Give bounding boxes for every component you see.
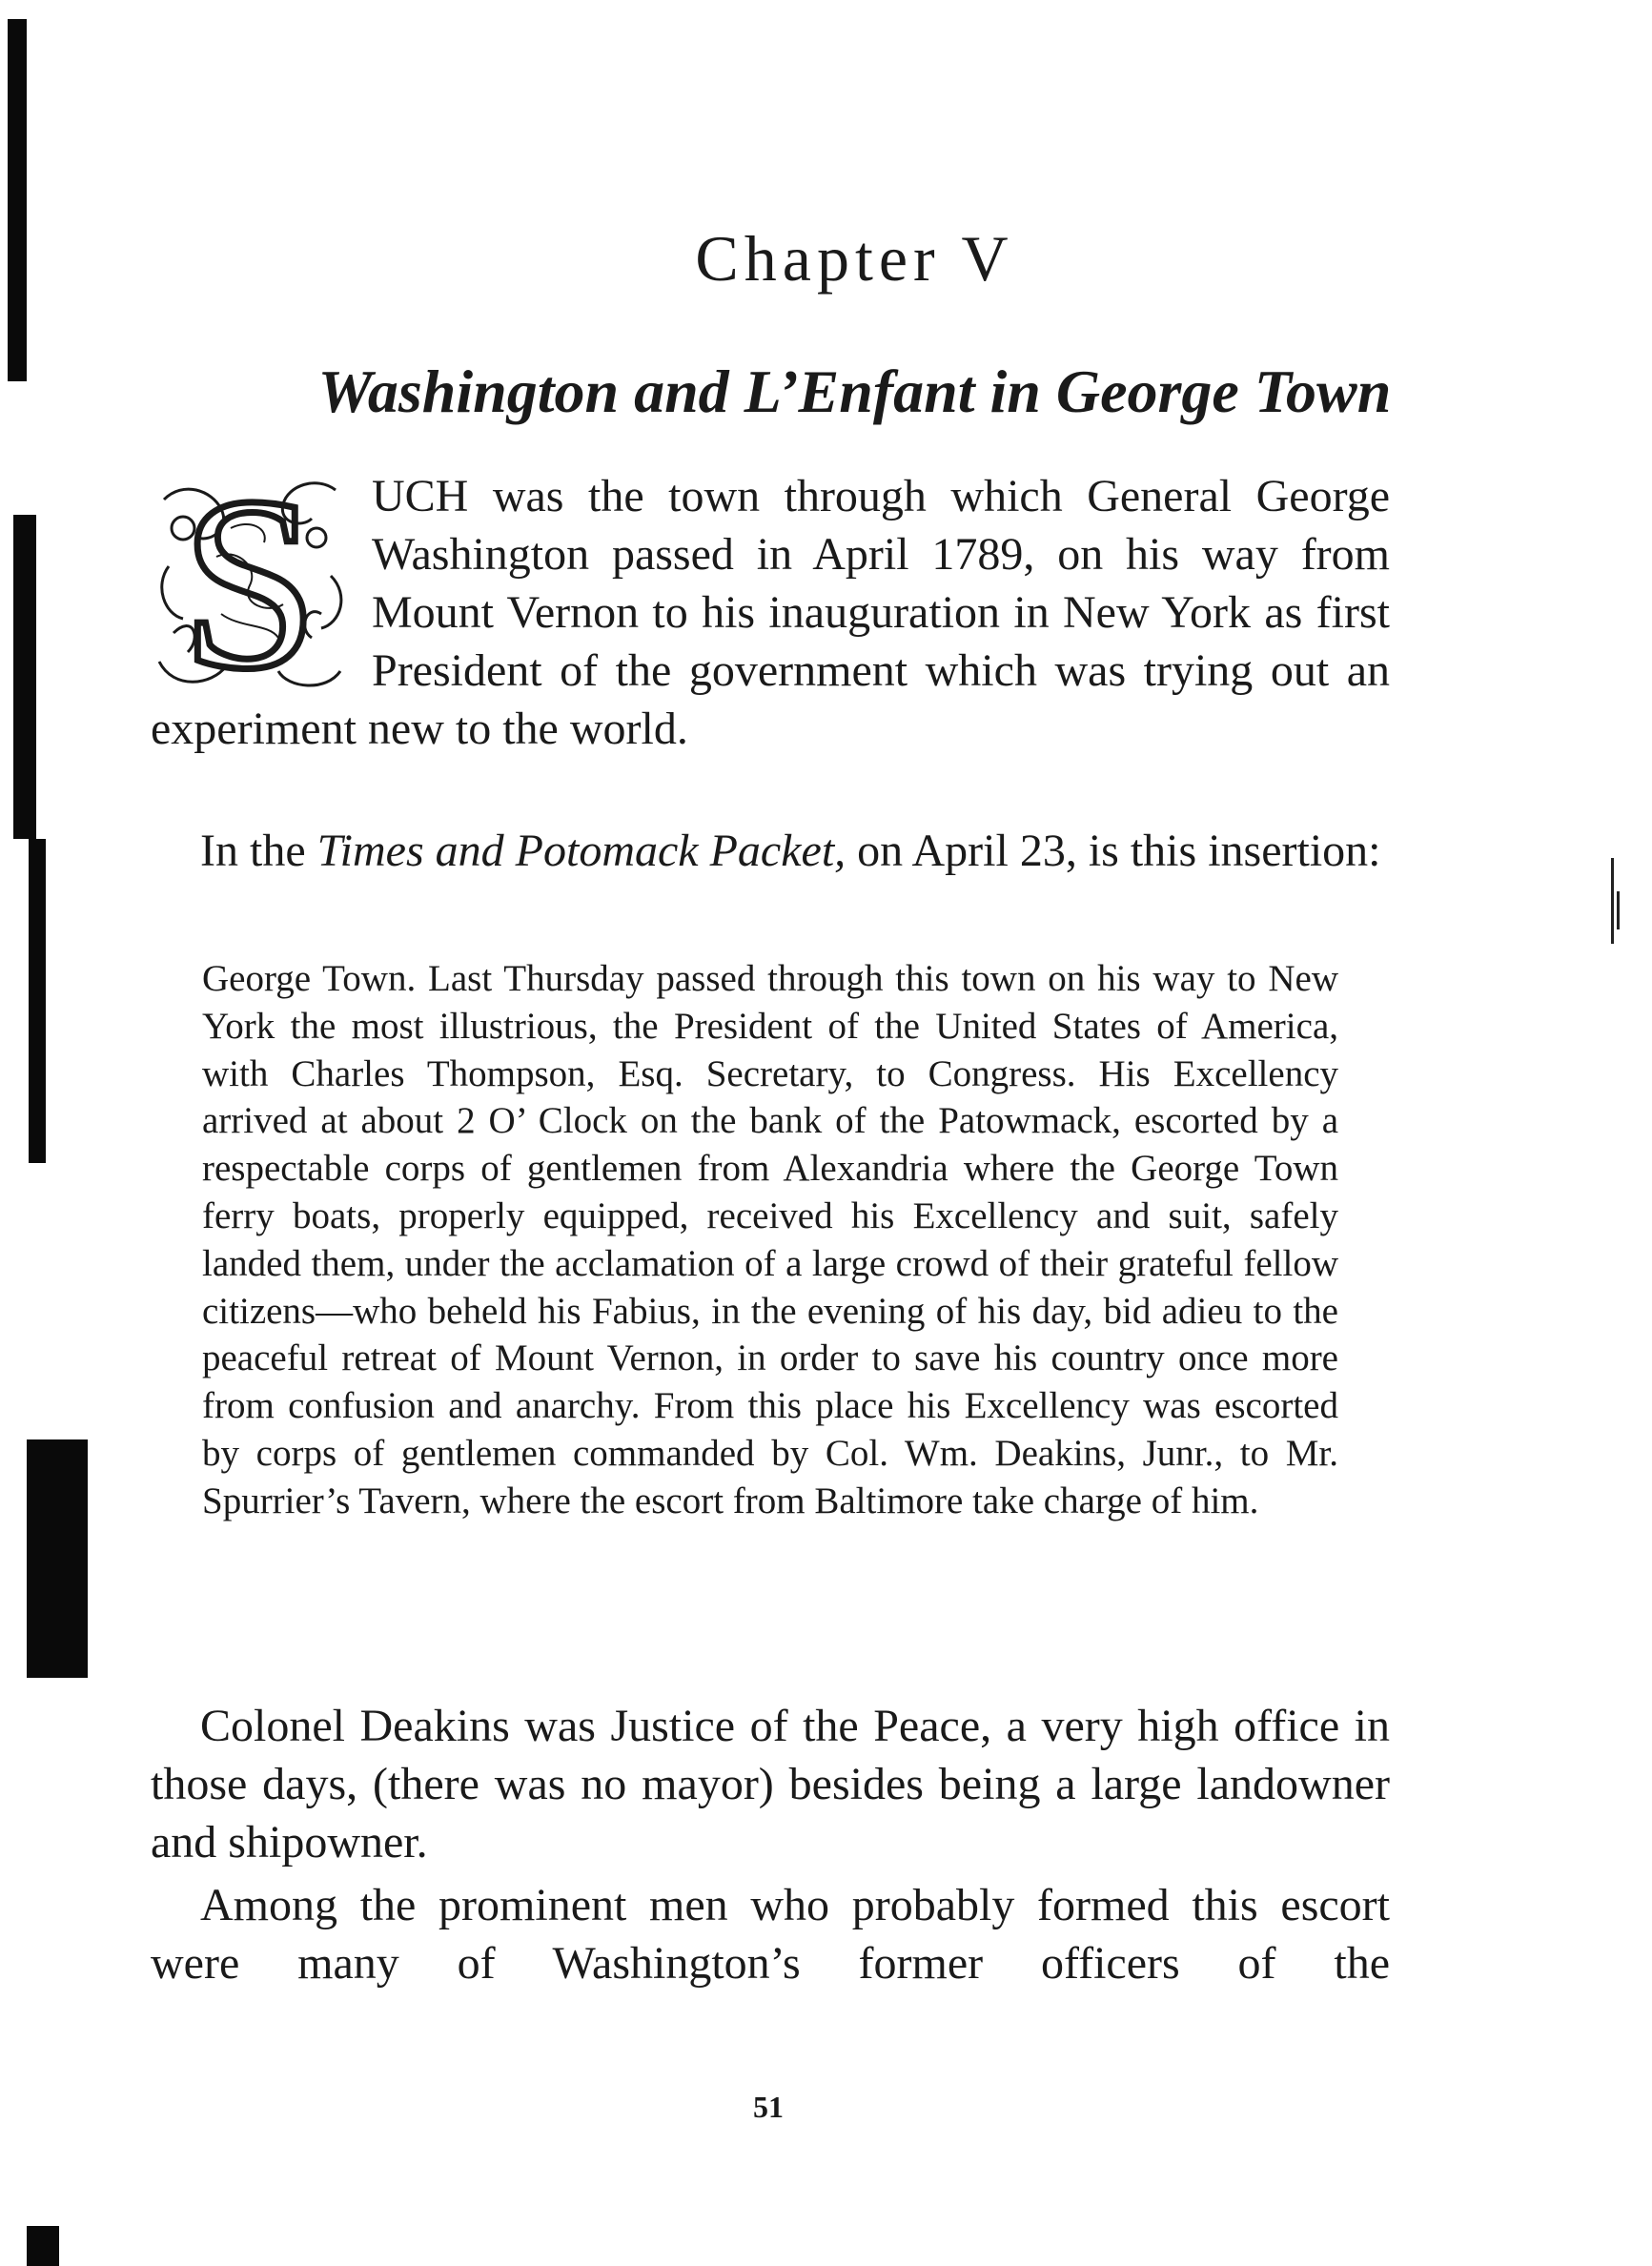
ornamental-dropcap-s-icon — [145, 471, 355, 695]
scan-edge-artifact — [27, 1439, 88, 1678]
deakins-paragraph: Colonel Deakins was Justice of the Peace, a very high office in those days, (there was no mayor) besides being a large landowner and shipowner. — [151, 1701, 1390, 1868]
newspaper-quotation: George Town. Last Thursday passed through this town on his way to New York the most illustrious, the President of the United States of America, with Charles Thompson, Esq. Secretary, to Congress. His Excellency arrived at about 2 O’ Clock on the bank of the Patowmack, escorted by a respectable corps of gentlemen from Alexandria where the George Town ferry boats, properly equipped, received his Excellency and suit, safely landed them, under the acclamation of a large crowd of their grateful fellow citizens—who beheld his Fabius, in the evening of his day, bid adieu to the peaceful retreat of Mount Vernon, in order to save his country once more from confusion and anarchy. From this place his Excellency was escorted by corps of gentlemen commanded by Col. Wm. Deakins, Junr., to Mr. Spurrier’s Tavern, where the escort from Baltimore take charge of him. — [202, 958, 1338, 1521]
scan-edge-artifact — [29, 839, 46, 1163]
newspaper-title: Times and Potomack Packet, — [316, 826, 846, 876]
chapter-subtitle: Washington and L’Enfant in George Town — [317, 357, 1392, 425]
opening-paragraph — [151, 467, 1390, 758]
opening-paragraph-text: UCH was the town through which General George Washington passed in April 1789, on his way from Mount Vernon to his inauguration in New York as first President of the government which was trying out an experiment new to the world. — [151, 471, 1390, 754]
insertion-intro-after: on April 23, is this insertion: — [846, 826, 1381, 876]
scan-mark — [1617, 891, 1620, 929]
scan-edge-artifact — [8, 19, 27, 381]
scan-mark — [1611, 858, 1614, 944]
chapter-title: Chapter V — [695, 222, 1014, 295]
svg-text:S: S — [180, 471, 319, 695]
page-number: 51 — [753, 2090, 784, 2124]
insertion-intro-paragraph — [151, 822, 1390, 880]
scan-edge-artifact — [13, 515, 36, 839]
escort-paragraph: Among the prominent men who probably formed this escort were many of Washington’s former officers of the — [151, 1880, 1390, 1989]
insertion-intro-before: In the — [200, 826, 317, 876]
scan-edge-artifact — [27, 2226, 59, 2266]
